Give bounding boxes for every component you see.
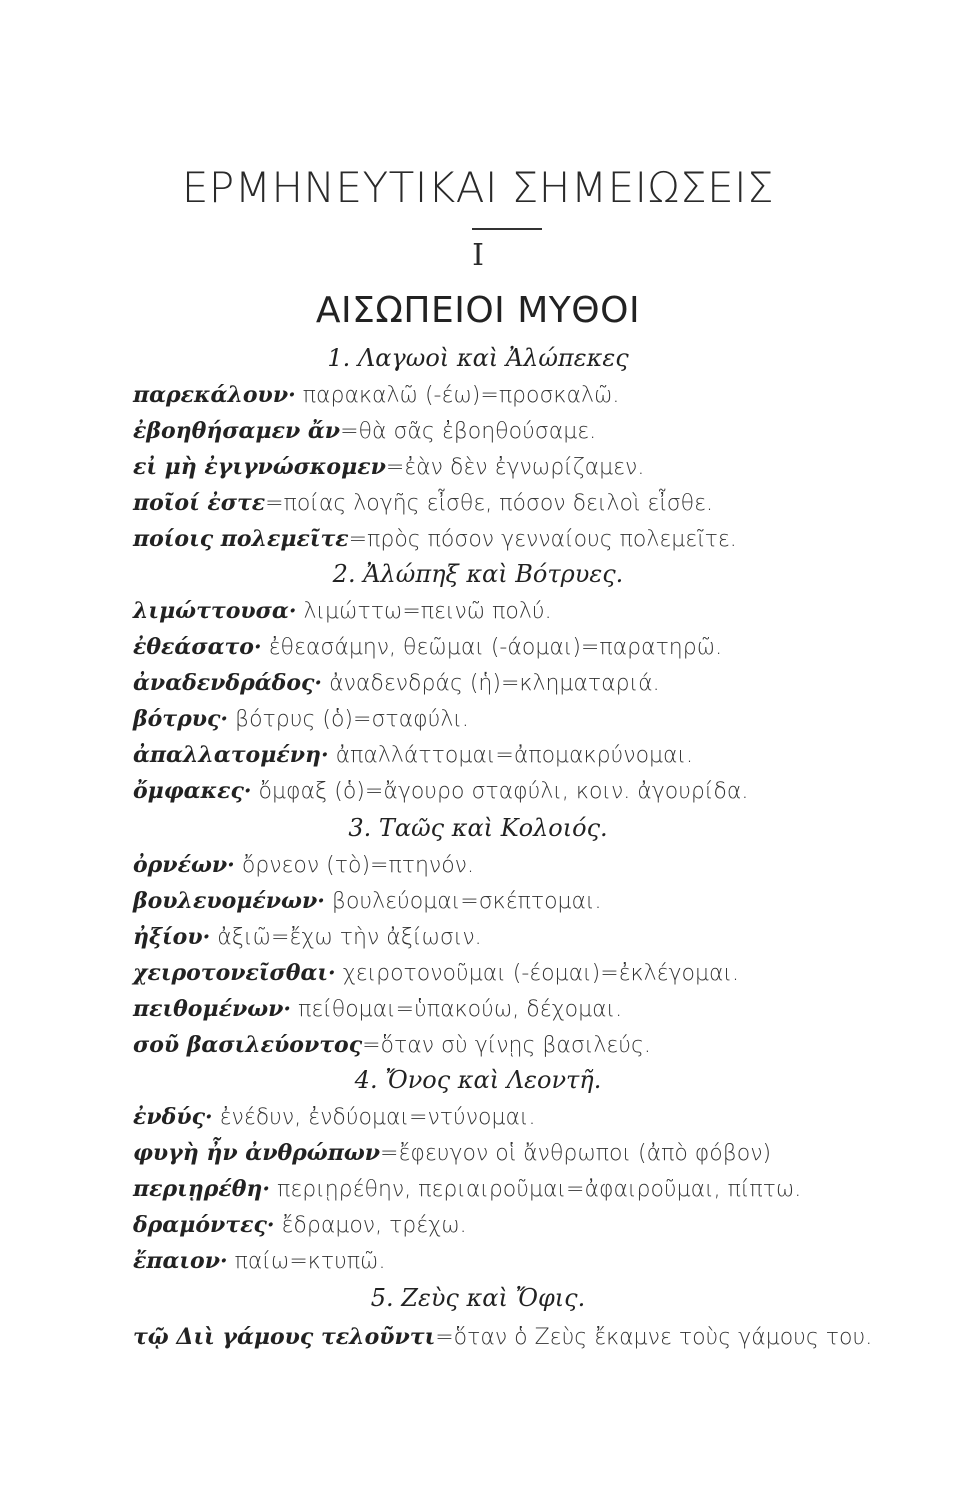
gloss-term: ἀπαλλατομένη· xyxy=(133,742,329,768)
gloss-term: περιῃρέθη· xyxy=(133,1176,271,1202)
gloss-entry xyxy=(133,526,737,552)
gloss-definition: =ἔφευγον οἱ ἄνθρωποι (ἀπὸ φόβον) xyxy=(380,1141,772,1166)
gloss-definition: =ποίας λογῆς εἶσθε, πόσον δειλοὶ εἶσθε. xyxy=(265,491,714,516)
gloss-term: δραμόντες· xyxy=(133,1212,275,1238)
gloss-entry xyxy=(133,1324,872,1350)
gloss-entry xyxy=(133,1032,651,1058)
gloss-term: βότρυς· xyxy=(133,706,229,732)
gloss-entry xyxy=(133,996,622,1022)
gloss-entry xyxy=(133,1140,771,1166)
gloss-entry xyxy=(133,1248,385,1274)
fable-heading: 2. Ἀλώπηξ καὶ Βότρυες. xyxy=(332,560,624,588)
gloss-definition: παίω=κτυπῶ. xyxy=(234,1249,386,1274)
gloss-definition: =θὰ σᾶς ἐβοηθούσαμε. xyxy=(340,419,597,444)
gloss-definition: ἀναδενδράς (ἡ)=κληματαριά. xyxy=(329,671,660,696)
gloss-definition: ἐνέδυν, ἐνδύομαι=ντύνομαι. xyxy=(219,1105,536,1130)
gloss-entry xyxy=(133,778,748,804)
fable-heading: 1. Λαγωοὶ καὶ Ἀλώπεκες xyxy=(327,344,629,372)
fable-heading: 5. Ζεὺς καὶ Ὄφις. xyxy=(370,1284,586,1312)
gloss-entry xyxy=(133,490,713,516)
gloss-entry xyxy=(133,888,602,914)
gloss-definition: χειροτονοῦμαι (-έομαι)=ἐκλέγομαι. xyxy=(342,961,739,986)
gloss-entry xyxy=(133,670,660,696)
gloss-definition: ἀπαλλάττομαι=ἀπομακρύνομαι. xyxy=(335,743,694,768)
gloss-term: παρεκάλουν· xyxy=(133,382,296,408)
gloss-definition: ἐθεασάμην, θεῶμαι (-άομαι)=παρατηρῶ. xyxy=(268,635,723,660)
gloss-definition: παρακαλῶ (-έω)=προσκαλῶ. xyxy=(302,383,620,408)
gloss-entry xyxy=(133,1104,535,1130)
gloss-term: φυγὴ ἦν ἀνθρώπων xyxy=(133,1140,381,1166)
gloss-entry xyxy=(133,634,722,660)
gloss-definition: βουλεύομαι=σκέπτομαι. xyxy=(331,889,602,914)
fable-heading: 3. Ταῶς καὶ Κολοιός. xyxy=(348,814,608,842)
gloss-definition: =ὅταν σὺ γίνῃς βασιλεύς. xyxy=(362,1033,651,1058)
gloss-term: ὄμφακες· xyxy=(133,778,252,804)
gloss-term: ἠξίου· xyxy=(133,924,211,950)
gloss-entry xyxy=(133,924,482,950)
gloss-definition: =πρὸς πόσον γενναίους πολεμεῖτε. xyxy=(348,527,737,552)
gloss-term: ὀρνέων· xyxy=(133,852,235,878)
gloss-entry xyxy=(133,706,469,732)
gloss-entry xyxy=(133,960,739,986)
gloss-definition: ὄμφαξ (ὁ)=ἄγουρο σταφύλι, κοιν. ἀγουρίδα. xyxy=(258,779,749,804)
gloss-entry xyxy=(133,418,596,444)
gloss-term: ἐθεάσατο· xyxy=(133,634,262,660)
gloss-definition: ἀξιῶ=ἔχω τὴν ἀξίωσιν. xyxy=(217,925,482,950)
section-title: ΑΙΣΩΠΕΙΟΙ ΜΥΘΟΙ xyxy=(315,290,641,331)
gloss-definition: ἔδραμον, τρέχω. xyxy=(281,1213,467,1238)
gloss-definition: =ὅταν ὁ Ζεὺς ἔκαμνε τοὺς γάμους του. xyxy=(435,1325,873,1350)
gloss-term: χειροτονεῖσθαι· xyxy=(133,960,336,986)
gloss-term: ἐβοηθήσαμεν ἄν xyxy=(133,418,341,444)
title-divider xyxy=(472,228,542,230)
fable-heading: 4. Ὄνος καὶ Λεοντῆ. xyxy=(354,1066,602,1094)
gloss-entry xyxy=(133,598,552,624)
gloss-definition: ὄρνεον (τὸ)=πτηνόν. xyxy=(241,853,474,878)
gloss-definition: λιμώττω=πεινῶ πολύ. xyxy=(303,599,552,624)
gloss-term: τῷ Διὶ γάμους τελοῦντι xyxy=(133,1324,436,1350)
gloss-entry xyxy=(133,742,693,768)
gloss-entry xyxy=(133,454,644,480)
gloss-definition: =ἐὰν δὲν ἐγνωρίζαμεν. xyxy=(385,455,645,480)
gloss-term: εἰ μὴ ἐγιγνώσκομεν xyxy=(133,454,386,480)
gloss-term: λιμώττουσα· xyxy=(133,598,297,624)
gloss-term: ἐνδύς· xyxy=(133,1104,213,1130)
gloss-definition: βότρυς (ὁ)=σταφύλι. xyxy=(235,707,469,732)
gloss-term: ποῖοί ἐστε xyxy=(133,490,266,516)
gloss-term: ἔπαιον· xyxy=(133,1248,228,1274)
gloss-entry xyxy=(133,1212,467,1238)
gloss-term: σοῦ βασιλεύοντος xyxy=(133,1032,363,1058)
gloss-definition: πείθομαι=ὑπακούω, δέχομαι. xyxy=(298,997,623,1022)
gloss-term: ἀναδενδράδος· xyxy=(133,670,323,696)
page-title: ΕΡΜΗΝΕΥΤΙΚΑΙ ΣΗΜΕΙΩΣΕΙΣ xyxy=(181,163,775,212)
gloss-term: βουλευομένων· xyxy=(133,888,325,914)
gloss-term: ποίοις πολεμεῖτε xyxy=(133,526,349,552)
gloss-definition: περιῃρέθην, περιαιροῦμαι=ἀφαιροῦμαι, πίπτω. xyxy=(277,1177,802,1202)
gloss-entry xyxy=(133,852,474,878)
gloss-term: πειθομένων· xyxy=(133,996,292,1022)
chapter-numeral: I xyxy=(472,238,484,273)
gloss-entry xyxy=(133,1176,801,1202)
gloss-entry xyxy=(133,382,619,408)
